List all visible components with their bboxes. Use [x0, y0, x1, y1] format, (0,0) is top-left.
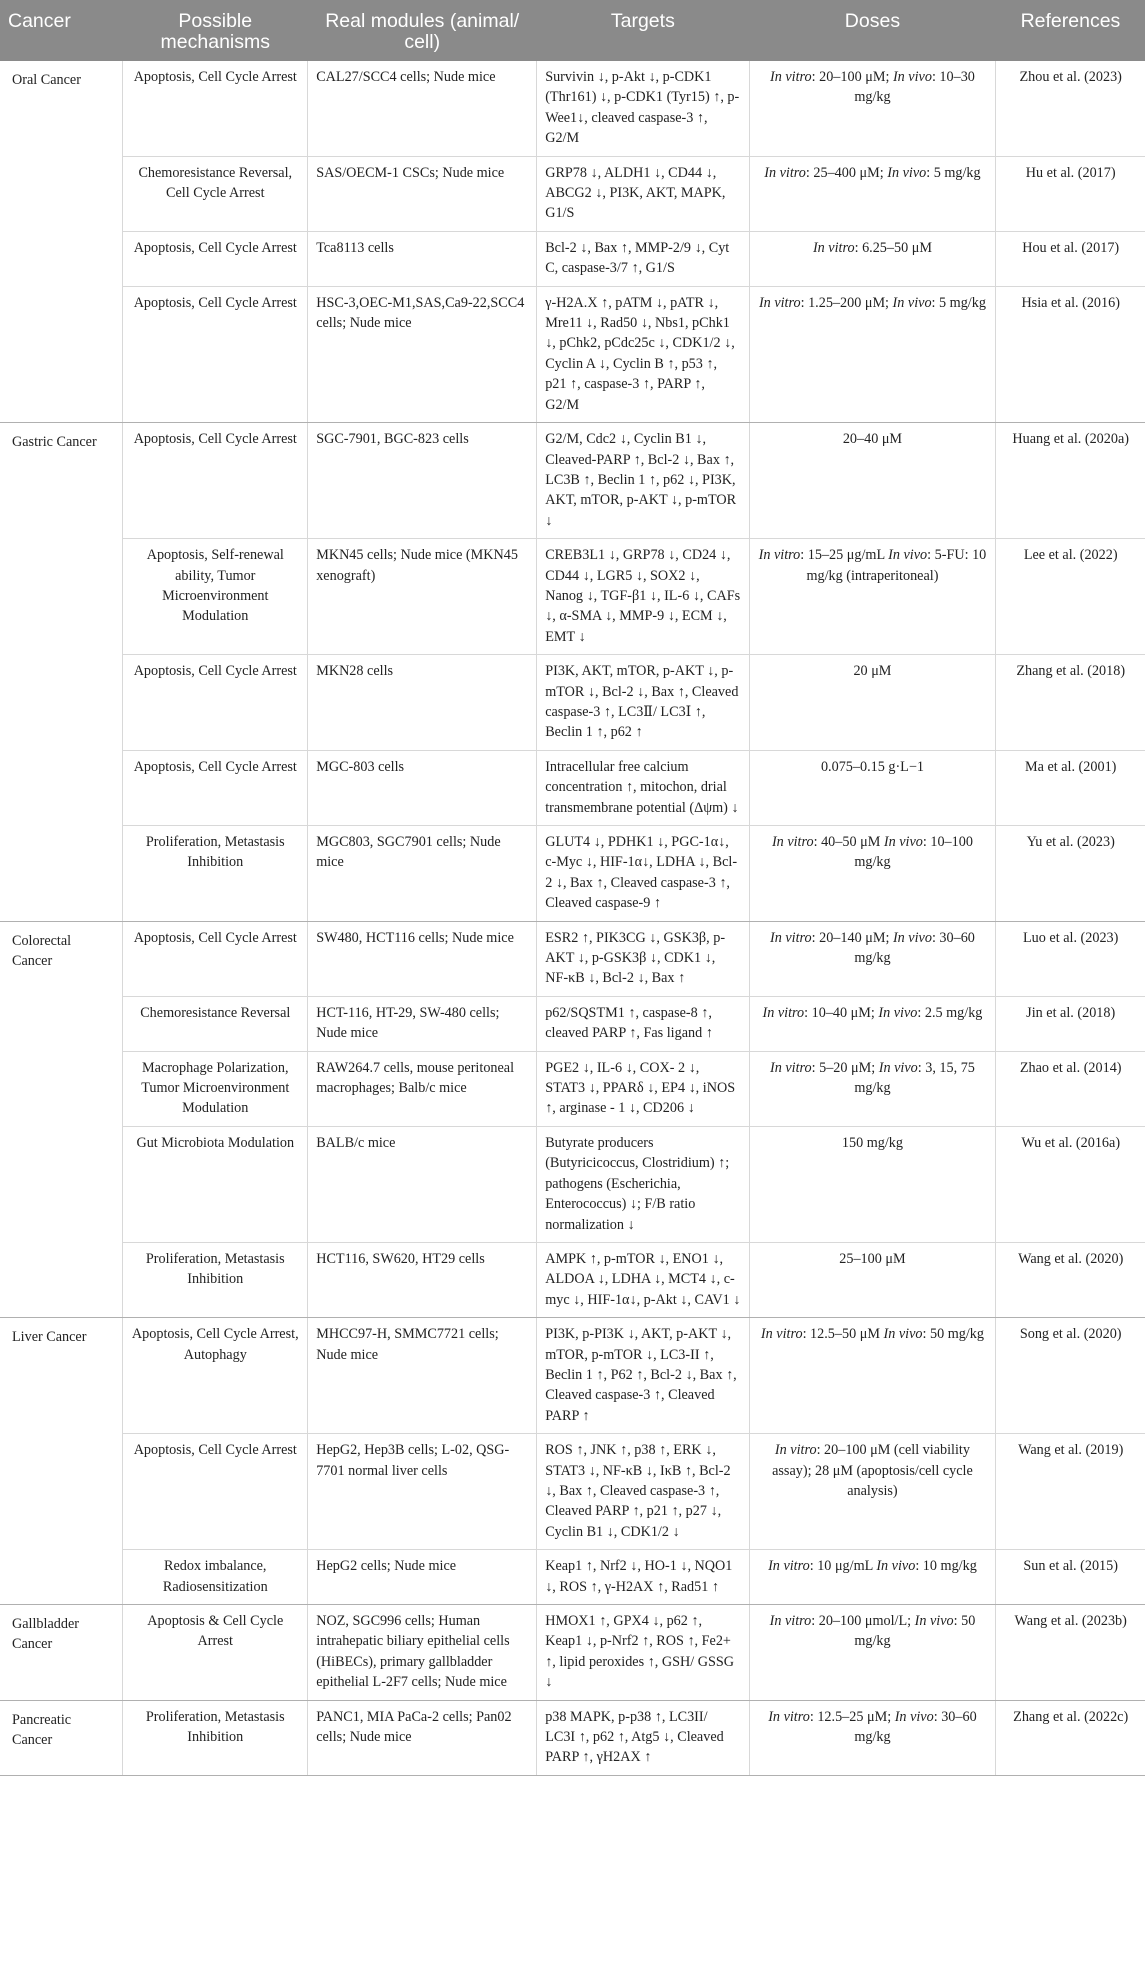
mechanism-cell: Apoptosis, Cell Cycle Arrest [123, 750, 308, 825]
targets-cell: GLUT4 ↓, PDHK1 ↓, PGC-1α↓, c-Myc ↓, HIF-1α↓, LDHA ↓, Bcl-2 ↓, Bax ↑, Cleaved caspase-3 ↑, Cleaved caspase-9 ↑ [537, 826, 749, 922]
table-row [0, 996, 1145, 1051]
dose-label: In vivo [894, 1708, 934, 1725]
dose-label: In vivo [887, 164, 927, 181]
module-cell: MKN28 cells [308, 655, 537, 751]
doses-cell: In vitro: 40–50 μM In vivo: 10–100 mg/kg [749, 826, 996, 922]
mechanism-cell: Redox imbalance, Radiosensitization [123, 1550, 308, 1605]
targets-cell: G2/M, Cdc2 ↓, Cyclin B1 ↓, Cleaved-PARP ↑, Bcl-2 ↓, Bax ↑, LC3B ↑, Beclin 1 ↑, p62 ↓, PI3K, AKT, mTOR, p-AKT ↓, p-mTOR ↓ [537, 423, 749, 539]
mechanism-cell: Apoptosis, Cell Cycle Arrest [123, 231, 308, 286]
table-row [0, 750, 1145, 825]
reference-cell: Hsia et al. (2016) [996, 286, 1145, 422]
targets-cell: γ-H2A.X ↑, pATM ↓, pATR ↓, Mre11 ↓, Rad50 ↓, Nbs1, pChk1 ↓, pChk2, pCdc25c ↓, CDK1/2 ↓, Cyclin A ↓, Cyclin B ↑, p53 ↑, p21 ↑, caspase-3 ↑, PARP ↑, G2/M [537, 286, 749, 422]
mechanism-cell: Gut Microbiota Modulation [123, 1126, 308, 1242]
doses-cell: In vitro: 20–100 μmol/L; In vivo: 50 mg/kg [749, 1605, 996, 1701]
dose-label: In vivo [892, 69, 932, 85]
mechanism-cell: Apoptosis, Cell Cycle Arrest [123, 423, 308, 539]
dose-label: In vitro [758, 547, 801, 564]
targets-cell: p38 MAPK, p-p38 ↑, LC3II/ LC3I ↑, p62 ↑, Atg5 ↓, Cleaved PARP ↑, γH2AX ↑ [537, 1700, 749, 1775]
dose-label: In vivo [876, 1558, 916, 1575]
module-cell: PANC1, MIA PaCa-2 cells; Pan02 cells; Nude mice [308, 1700, 537, 1775]
doses-cell: In vitro: 20–140 μM; In vivo: 30–60 mg/kg [749, 921, 996, 996]
targets-cell: PI3K, p-PI3K ↓, AKT, p-AKT ↓, mTOR, p-mTOR ↓, LC3-II ↑, Beclin 1 ↑, P62 ↑, Bcl-2 ↓, Bax ↑, Cleaved caspase-3 ↑, Cleaved PARP ↑ [537, 1318, 749, 1434]
dose-label: In vitro [812, 239, 855, 256]
reference-cell: Yu et al. (2023) [996, 826, 1145, 922]
doses-cell: In vitro: 15–25 μg/mL In vivo: 5-FU: 10 mg/kg (intraperitoneal) [749, 539, 996, 655]
targets-cell: ESR2 ↑, PIK3CG ↓, GSK3β, p-AKT ↓, p-GSK3β ↓, CDK1 ↓, NF-κB ↓, Bcl-2 ↓, Bax ↑ [537, 921, 749, 996]
table-row [0, 921, 1145, 996]
mechanism-cell: Apoptosis, Cell Cycle Arrest [123, 1434, 308, 1550]
reference-cell: Zhang et al. (2018) [996, 655, 1145, 751]
dose-label: In vitro [769, 929, 812, 946]
doses-cell: 20–40 μM [749, 423, 996, 539]
module-cell: RAW264.7 cells, mouse peritoneal macrophages; Balb/c mice [308, 1051, 537, 1126]
table-row [0, 61, 1145, 156]
module-cell: MGC803, SGC7901 cells; Nude mice [308, 826, 537, 922]
table-row [0, 1126, 1145, 1242]
reference-cell: Luo et al. (2023) [996, 921, 1145, 996]
targets-cell: Intracellular free calcium concentration ↑, mitochon, drial transmembrane potential (Δψm) ↓ [537, 750, 749, 825]
module-cell: BALB/c mice [308, 1126, 537, 1242]
targets-cell: ROS ↑, JNK ↑, p38 ↑, ERK ↓, STAT3 ↓, NF-κB ↓, IκB ↑, Bcl-2 ↓, Bax ↑, Cleaved caspase-3 ↑, Cleaved PARP ↑, p21 ↑, p27 ↓, Cyclin B1 ↓, CDK1/2 ↓ [537, 1434, 749, 1550]
reference-cell: Zhou et al. (2023) [996, 61, 1145, 156]
header-modules: Real modules (animal/ cell) [308, 0, 537, 61]
doses-cell: 20 μM [749, 655, 996, 751]
mechanism-cell: Apoptosis, Cell Cycle Arrest [123, 655, 308, 751]
dose-label: In vitro [768, 1558, 810, 1575]
module-cell: HCT116, SW620, HT29 cells [308, 1242, 537, 1317]
targets-cell: PI3K, AKT, mTOR, p-AKT ↓, p-mTOR ↓, Bcl-2 ↓, Bax ↑, Cleaved caspase-3 ↑, LC3Ⅱ/ LC3Ⅰ ↑, Beclin 1 ↑, p62 ↑ [537, 655, 749, 751]
dose-label: In vitro [764, 164, 806, 181]
dose-label: In vitro [771, 834, 814, 850]
doses-cell: In vitro: 5–20 μM; In vivo: 3, 15, 75 mg/kg [749, 1051, 996, 1126]
table-row [0, 1550, 1145, 1605]
mechanism-cell: Proliferation, Metastasis Inhibition [123, 1700, 308, 1775]
reference-cell: Jin et al. (2018) [996, 996, 1145, 1051]
reference-cell: Zhao et al. (2014) [996, 1051, 1145, 1126]
module-cell: HSC-3,OEC-M1,SAS,Ca9-22,SCC4 cells; Nude mice [308, 286, 537, 422]
reference-cell: Lee et al. (2022) [996, 539, 1145, 655]
doses-cell: 150 mg/kg [749, 1126, 996, 1242]
cancer-type-cell: Colorectal Cancer [0, 921, 123, 1318]
module-cell: CAL27/SCC4 cells; Nude mice [308, 61, 537, 156]
mechanism-cell: Proliferation, Metastasis Inhibition [123, 1242, 308, 1317]
mechanism-cell: Macrophage Polarization, Tumor Microenvironment Modulation [123, 1051, 308, 1126]
dose-label: In vivo [892, 929, 932, 946]
mechanism-cell: Apoptosis, Cell Cycle Arrest [123, 286, 308, 422]
module-cell: NOZ, SGC996 cells; Human intrahepatic biliary epithelial cells (HiBECs), primary gallbladder epithelial L-2F7 cells; Nude mice [308, 1605, 537, 1701]
targets-cell: p62/SQSTM1 ↑, caspase-8 ↑, cleaved PARP ↑, Fas ligand ↑ [537, 996, 749, 1051]
table-row [0, 1700, 1145, 1775]
mechanism-cell: Apoptosis, Cell Cycle Arrest, Autophagy [123, 1318, 308, 1434]
dose-label: In vitro [769, 1613, 812, 1629]
table-row [0, 231, 1145, 286]
doses-cell: In vitro: 1.25–200 μM; In vivo: 5 mg/kg [749, 286, 996, 422]
dose-label: In vitro [760, 1326, 803, 1343]
reference-cell: Song et al. (2020) [996, 1318, 1145, 1434]
dose-label: In vivo [878, 1004, 918, 1021]
module-cell: HepG2, Hep3B cells; L-02, QSG-7701 normal liver cells [308, 1434, 537, 1550]
doses-cell: 0.075–0.15 g·L−1 [749, 750, 996, 825]
doses-cell: In vitro: 10 μg/mL In vivo: 10 mg/kg [749, 1550, 996, 1605]
table-body [0, 61, 1145, 1775]
table-row [0, 156, 1145, 231]
doses-cell: In vitro: 12.5–50 μM In vivo: 50 mg/kg [749, 1318, 996, 1434]
module-cell: SW480, HCT116 cells; Nude mice [308, 921, 537, 996]
table-row [0, 826, 1145, 922]
reference-cell: Zhang et al. (2022c) [996, 1700, 1145, 1775]
mechanism-cell: Apoptosis, Cell Cycle Arrest [123, 61, 308, 156]
doses-cell: In vitro: 6.25–50 μM [749, 231, 996, 286]
header-cancer: Cancer [0, 0, 123, 61]
module-cell: SAS/OECM-1 CSCs; Nude mice [308, 156, 537, 231]
reference-cell: Wang et al. (2020) [996, 1242, 1145, 1317]
dose-label: In vivo [888, 547, 928, 564]
targets-cell: GRP78 ↓, ALDH1 ↓, CD44 ↓, ABCG2 ↓, PI3K, AKT, MAPK, G1/S [537, 156, 749, 231]
module-cell: MHCC97-H, SMMC7721 cells; Nude mice [308, 1318, 537, 1434]
reference-cell: Wang et al. (2019) [996, 1434, 1145, 1550]
cancer-type-cell: Oral Cancer [0, 61, 123, 423]
targets-cell: Butyrate producers (Butyricicoccus, Clostridium) ↑; pathogens (Escherichia, Enterococcus) ↓; F/B ratio normalization ↓ [537, 1126, 749, 1242]
dose-label: In vitro [768, 1708, 810, 1725]
module-cell: Tca8113 cells [308, 231, 537, 286]
table-row [0, 1605, 1145, 1701]
reference-cell: Hou et al. (2017) [996, 231, 1145, 286]
table-row [0, 655, 1145, 751]
dose-label: In vivo [892, 294, 932, 311]
targets-cell: PGE2 ↓, IL-6 ↓, COX- 2 ↓, STAT3 ↓, PPARδ ↓, EP4 ↓, iNOS ↑, arginase - 1 ↓, CD206 ↓ [537, 1051, 749, 1126]
doses-cell: In vitro: 20–100 μM (cell viability assay); 28 μM (apoptosis/cell cycle analysis) [749, 1434, 996, 1550]
table-row [0, 286, 1145, 422]
cancer-type-cell: Gallbladder Cancer [0, 1605, 123, 1701]
doses-cell: In vitro: 12.5–25 μM; In vivo: 30–60 mg/kg [749, 1700, 996, 1775]
mechanism-cell: Apoptosis, Cell Cycle Arrest [123, 921, 308, 996]
table-row [0, 1051, 1145, 1126]
targets-cell: Bcl-2 ↓, Bax ↑, MMP-2/9 ↓, Cyt C, caspase-3/7 ↑, G1/S [537, 231, 749, 286]
dose-label: In vivo [883, 834, 923, 850]
doses-cell: In vitro: 10–40 μM; In vivo: 2.5 mg/kg [749, 996, 996, 1051]
module-cell: HepG2 cells; Nude mice [308, 1550, 537, 1605]
reference-cell: Ma et al. (2001) [996, 750, 1145, 825]
module-cell: MKN45 cells; Nude mice (MKN45 xenograft) [308, 539, 537, 655]
doses-cell: In vitro: 25–400 μM; In vivo: 5 mg/kg [749, 156, 996, 231]
module-cell: SGC-7901, BGC-823 cells [308, 423, 537, 539]
table-header-row [0, 0, 1145, 61]
dose-label: In vivo [883, 1326, 923, 1343]
header-targets: Targets [537, 0, 749, 61]
reference-cell: Wang et al. (2023b) [996, 1605, 1145, 1701]
targets-cell: Keap1 ↑, Nrf2 ↓, HO-1 ↓, NQO1 ↓, ROS ↑, γ-H2AX ↑, Rad51 ↑ [537, 1550, 749, 1605]
dose-label: In vitro [762, 1004, 805, 1021]
header-mechanisms: Possible mechanisms [123, 0, 308, 61]
cancer-type-cell: Pancreatic Cancer [0, 1700, 123, 1775]
reference-cell: Sun et al. (2015) [996, 1550, 1145, 1605]
table-row [0, 1434, 1145, 1550]
doses-cell: In vitro: 20–100 μM; In vivo: 10–30 mg/kg [749, 61, 996, 156]
mechanism-cell: Chemoresistance Reversal [123, 996, 308, 1051]
module-cell: HCT-116, HT-29, SW-480 cells; Nude mice [308, 996, 537, 1051]
cancer-type-cell: Liver Cancer [0, 1318, 123, 1605]
mechanism-cell: Apoptosis & Cell Cycle Arrest [123, 1605, 308, 1701]
reference-cell: Huang et al. (2020a) [996, 423, 1145, 539]
dose-label: In vivo [914, 1613, 954, 1629]
targets-cell: Survivin ↓, p-Akt ↓, p-CDK1 (Thr161) ↓, p-CDK1 (Tyr15) ↑, p-Wee1↓, cleaved caspase-3 ↑, G2/M [537, 61, 749, 156]
reference-cell: Hu et al. (2017) [996, 156, 1145, 231]
table-row [0, 1242, 1145, 1317]
dose-label: In vivo [878, 1059, 918, 1076]
table-row [0, 1318, 1145, 1434]
module-cell: MGC-803 cells [308, 750, 537, 825]
dose-label: In vitro [769, 1059, 812, 1076]
dose-label: In vitro [774, 1442, 817, 1459]
table-row [0, 539, 1145, 655]
targets-cell: HMOX1 ↑, GPX4 ↓, p62 ↑, Keap1 ↓, p-Nrf2 ↑, ROS ↑, Fe2+ ↑, lipid peroxides ↑, GSH/ GSSG ↓ [537, 1605, 749, 1701]
reference-cell: Wu et al. (2016a) [996, 1126, 1145, 1242]
header-references: References [996, 0, 1145, 61]
cancer-type-cell: Gastric Cancer [0, 423, 123, 922]
doses-cell: 25–100 μM [749, 1242, 996, 1317]
mechanism-cell: Proliferation, Metastasis Inhibition [123, 826, 308, 922]
mechanism-cell: Chemoresistance Reversal, Cell Cycle Arrest [123, 156, 308, 231]
table-row [0, 423, 1145, 539]
header-doses: Doses [749, 0, 996, 61]
dose-label: In vitro [758, 294, 801, 311]
targets-cell: AMPK ↑, p-mTOR ↓, ENO1 ↓, ALDOA ↓, LDHA ↓, MCT4 ↓, c-myc ↓, HIF-1α↓, p-Akt ↓, CAV1 ↓ [537, 1242, 749, 1317]
dose-label: In vitro [769, 69, 812, 85]
mechanism-cell: Apoptosis, Self-renewal ability, Tumor Microenvironment Modulation [123, 539, 308, 655]
targets-cell: CREB3L1 ↓, GRP78 ↓, CD24 ↓, CD44 ↓, LGR5 ↓, SOX2 ↓, Nanog ↓, TGF-β1 ↓, IL-6 ↓, CAFs ↓, α-SMA ↓, MMP-9 ↓, ECM ↓, EMT ↓ [537, 539, 749, 655]
